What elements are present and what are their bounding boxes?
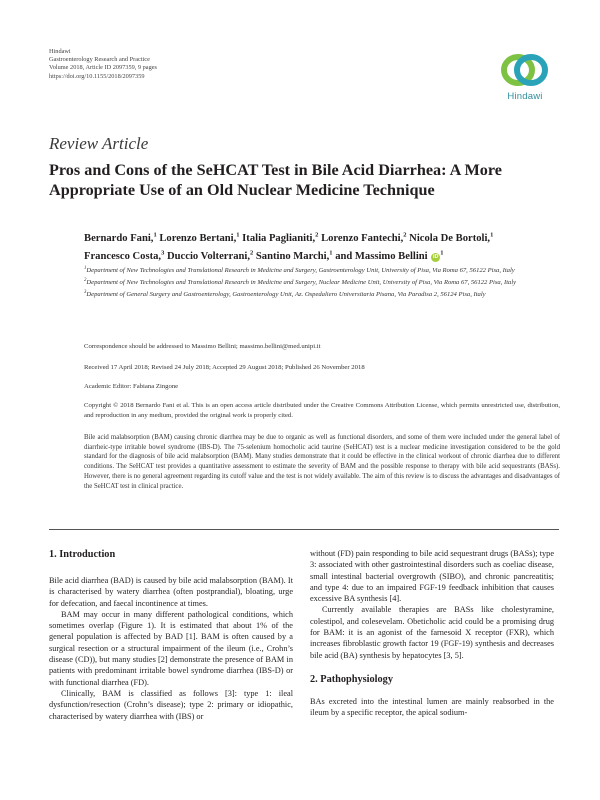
journal-header bbox=[49, 48, 157, 81]
paragraph: Bile acid diarrhea (BAD) is caused by bile acid malabsorption (BAM). It is characterised by watery diarrhea (often postprandial), bloating, urge for defecation, and faecal incontinence at times. bbox=[49, 576, 293, 608]
copyright-notice: Copyright © 2018 Bernardo Fani et al. This is an open access article distributed under the Creative Commons Attribution License, which permits unrestricted use, distribution, and reproduction in any medium, provided the original work is properly cited. bbox=[84, 402, 560, 419]
paragraph: Clinically, BAM is classified as follows [3]: type 1: ileal dysfunction/resection (Crohn’s disease); type 2: primary or idiopathic, characterised by watery diarrhea with (IBS) or bbox=[49, 688, 293, 721]
hindawi-logo bbox=[497, 50, 553, 106]
section-divider bbox=[49, 529, 559, 530]
author[interactable]: Lorenzo Fantechi,$^2$ bbox=[321, 231, 407, 244]
author[interactable]: Lorenzo Bertani,$^1$ bbox=[159, 231, 240, 244]
affiliations bbox=[84, 264, 560, 300]
article-type: Review Article bbox=[49, 134, 149, 153]
orcid-icon[interactable]: iD bbox=[433, 254, 439, 261]
author[interactable]: Santino Marchi,$^1$ bbox=[255, 249, 333, 263]
affiliation: $^1$Department of New Technologies and Translational Research in Medicine and Surgery, Gastroenterology Unit, University of Pisa, Via Roma 67, 56122 Pisa, Italy bbox=[84, 266, 515, 275]
section-heading: 2. Pathophysiology bbox=[310, 673, 393, 685]
hindawi-logo-icon bbox=[499, 50, 551, 90]
author[interactable]: Italia Paglianiti,$^2$ bbox=[242, 231, 319, 244]
publisher-name: Hindawi bbox=[49, 48, 71, 55]
article-title: Pros and Cons of the SeHCAT Test in Bile Acid Diarrhea: A More Appropriate Use of an Old Nuclear Medicine Technique bbox=[49, 161, 502, 199]
affiliation: $^2$Department of New Technologies and Translational Research in Medicine and Surgery, Nuclear Medicine Unit, University of Pisa, Via Roma 67, 56122 Pisa, Italy bbox=[84, 277, 517, 287]
author[interactable]: and Massimo Bellini $iD^1$ bbox=[335, 249, 444, 263]
logo-wordmark: Hindawi bbox=[507, 91, 543, 102]
academic-editor: Academic Editor: Fabiana Zingone bbox=[84, 383, 179, 390]
doi-link[interactable]: https://doi.org/10.1155/2018/2097359 bbox=[49, 72, 145, 80]
article-dates: Received 17 April 2018; Revised 24 July 2018; Accepted 29 August 2018; Published 26 November 2018 bbox=[84, 364, 365, 371]
right-column bbox=[310, 548, 554, 719]
author[interactable]: Nicola De Bortoli,$^1$ bbox=[409, 231, 494, 244]
paragraph: without (FD) pain responding to bile acid sequestrant drugs (BASs); type 3: associated with other gastrointestinal disorders such as coeliac disease, small intestinal bacterial overgrowth (SIBO), and chronic pancreatitis; and type 4: due to an impaired FGF-19 feedback inhibition that causes excessive BA synthesis [4]. bbox=[310, 549, 554, 604]
left-column bbox=[49, 548, 293, 722]
paragraph: BAs excreted into the intestinal lumen are mainly reabsorbed in the ileum by a specific receptor, the apical sodium- bbox=[310, 696, 554, 718]
affiliation: $^3$Department of General Surgery and Gastroenterology, Gastroenterology Unit, Az. Ospedaliero Universitaria Pisana, Via Paradisa 2, 56124 Pisa, Italy bbox=[84, 289, 486, 299]
author[interactable]: Francesco Costa,$^3$ bbox=[84, 249, 165, 263]
section-heading: 1. Introduction bbox=[49, 549, 116, 560]
abstract: Bile acid malabsorption (BAM) causing chronic diarrhea may be due to organic as well as functional disorders, and some of them were included under the general label of diarrheic-type irritable bowel syndrome (IBS-D). The 75-selenium homocholic acid taurine (SeHCAT) test is a nuclear medicine investigation considered to be the gold standard for the diagnosis of bile acid malabsorption (BAM). Many studies demonstrate that it could be effective in the clinical workout of chronic diarrhea due to different conditions. The SeHCAT test provides a quantitative assessment to estimate the severity of BAM and the possible response to therapy with bile acid sequestrants (BASs). However, there is no general agreement regarding its cutoff value and the test is not widely available. The aim of this review is to discuss the advantages and disadvantages of the SeHCAT test in clinical practice. bbox=[84, 434, 560, 490]
paragraph: Currently available therapies are BASs like cholestyramine, colestipol, and colesevelam. Obeticholic acid could be a promising drug for BAM: it is an agonist of the farnesoid X receptor (FXR), which increases fibroblastic growth factor 19 (FGF-19) synthesis and decreases bile acid (BA) synthesis by hepatocytes [3, 5]. bbox=[310, 605, 554, 660]
volume-line: Volume 2018, Article ID 2097359, 9 pages bbox=[49, 64, 157, 72]
paragraph: BAM may occur in many different pathological conditions, which sometimes overlap (Figure 1). It is estimated that about 1% of the general population is affected by BAD [1]. BAM is often caused by a surgical resection or a structural impairment of the ileum (i.e., Crohn’s disease (CD)), but many studies [2] demonstrate the presence of BAM in patients with predominant irritable bowel syndrome diarrhea (IBS-D) or with functional diarrhea (FD). bbox=[49, 609, 293, 687]
author[interactable]: Bernardo Fani,$^1$ bbox=[84, 231, 157, 244]
author[interactable]: Duccio Volterrani,$^2$ bbox=[167, 249, 254, 263]
journal-name: Gastroenterology Research and Practice bbox=[49, 56, 150, 64]
correspondence: Correspondence should be addressed to Massimo Bellini; massimo.bellini@med.unipi.it bbox=[84, 343, 321, 350]
author-list bbox=[84, 227, 564, 264]
